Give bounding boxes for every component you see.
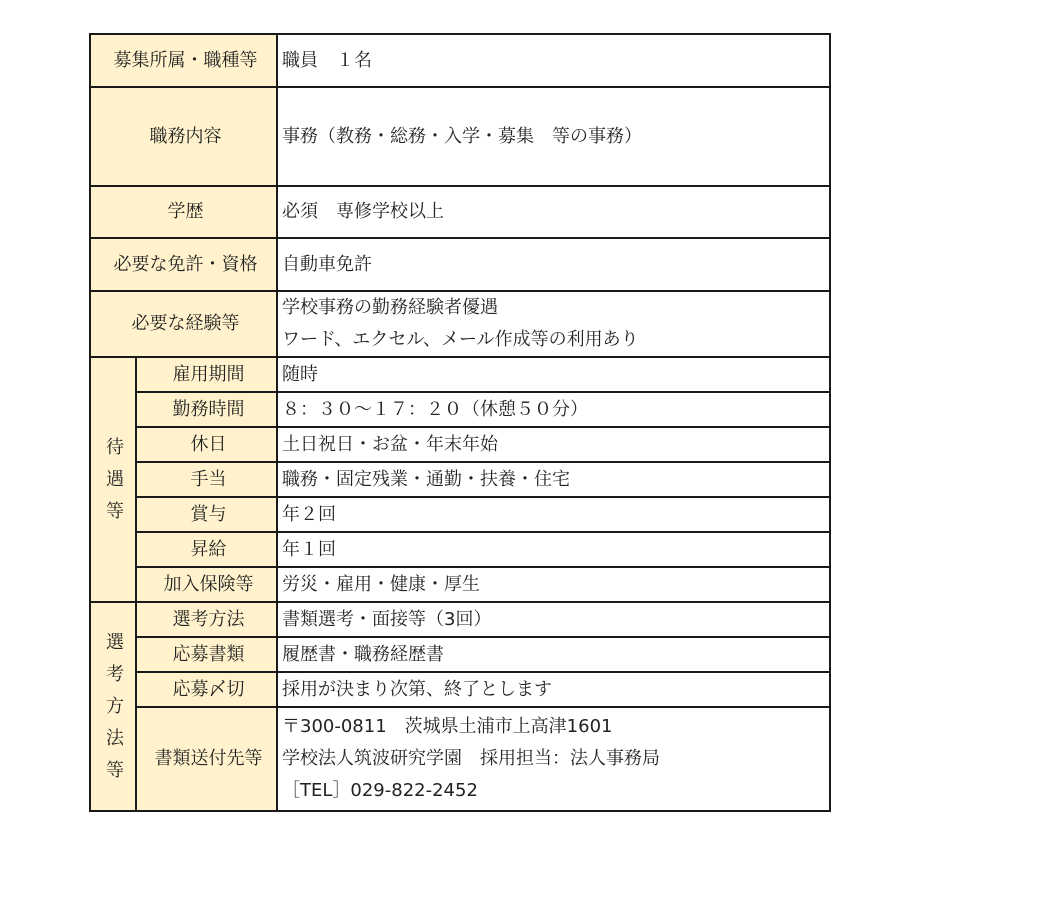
table-row <box>90 291 830 357</box>
table-row <box>90 672 830 707</box>
table-row <box>90 427 830 462</box>
duties-value: 事務（教務・総務・入学・募集 等の事務） <box>277 87 830 186</box>
selection-group-char: 法 <box>106 727 124 749</box>
table-row <box>90 602 830 637</box>
holidays-value: 土日祝日・お盆・年末年始 <box>277 427 830 462</box>
deadline-label: 応募〆切 <box>136 672 277 707</box>
treatment-group-char: 待 <box>106 436 124 458</box>
application-documents-label: 応募書類 <box>136 637 277 672</box>
table-row <box>90 532 830 567</box>
selection-group-char: 方 <box>106 695 124 717</box>
bonus-label: 賞与 <box>136 497 277 532</box>
address-value <box>277 707 830 811</box>
table-row <box>90 357 830 392</box>
table-row <box>90 87 830 186</box>
insurance-value: 労災・雇用・健康・厚生 <box>277 567 830 602</box>
working-hours-label: 勤務時間 <box>136 392 277 427</box>
address-line: 学校法人筑波研究学園 採用担当：法人事務局 <box>282 748 660 769</box>
selection-group-char: 選 <box>106 631 124 653</box>
working-hours-value: ８：３０～１７：２０（休憩５０分） <box>277 392 830 427</box>
selection-group-char: 等 <box>106 759 124 781</box>
recruitment-table <box>89 33 831 812</box>
position-label: 募集所属・職種等 <box>90 34 277 87</box>
raise-label: 昇給 <box>136 532 277 567</box>
insurance-label: 加入保険等 <box>136 567 277 602</box>
allowances-label: 手当 <box>136 462 277 497</box>
address-label: 書類送付先等 <box>136 707 277 811</box>
treatment-group-label <box>90 357 136 602</box>
bonus-value: 年２回 <box>277 497 830 532</box>
selection-group-label <box>90 602 136 811</box>
allowances-value: 職務・固定残業・通勤・扶養・住宅 <box>277 462 830 497</box>
selection-method-label: 選考方法 <box>136 602 277 637</box>
duties-label: 職務内容 <box>90 87 277 186</box>
raise-value: 年１回 <box>277 532 830 567</box>
address-line: 〒300-0811 茨城県土浦市上高津1601 <box>282 716 613 737</box>
selection-method-value: 書類選考・面接等（3回） <box>277 602 830 637</box>
table-row <box>90 637 830 672</box>
selection-group-char: 考 <box>106 663 124 685</box>
treatment-group-char: 等 <box>106 500 124 522</box>
holidays-label: 休日 <box>136 427 277 462</box>
experience-value <box>277 291 830 357</box>
education-label: 学歴 <box>90 186 277 238</box>
table-row <box>90 186 830 238</box>
employment-period-label: 雇用期間 <box>136 357 277 392</box>
address-line: ［TEL］029-822-2452 <box>282 780 478 801</box>
application-documents-value: 履歴書・職務経歴書 <box>277 637 830 672</box>
table-row <box>90 34 830 87</box>
experience-line: 学校事務の勤務経験者優遇 <box>282 297 498 318</box>
table-row <box>90 392 830 427</box>
treatment-group-char: 遇 <box>106 468 124 490</box>
table-row <box>90 567 830 602</box>
table-row <box>90 497 830 532</box>
table-row <box>90 707 830 811</box>
table-row <box>90 238 830 291</box>
table-row <box>90 462 830 497</box>
license-value: 自動車免許 <box>277 238 830 291</box>
experience-label: 必要な経験等 <box>90 291 277 357</box>
position-value: 職員 １名 <box>277 34 830 87</box>
experience-line: ワード、エクセル、メール作成等の利用あり <box>282 329 639 350</box>
deadline-value: 採用が決まり次第、終了とします <box>277 672 830 707</box>
license-label: 必要な免許・資格 <box>90 238 277 291</box>
employment-period-value: 随時 <box>277 357 830 392</box>
education-value: 必須 専修学校以上 <box>277 186 830 238</box>
